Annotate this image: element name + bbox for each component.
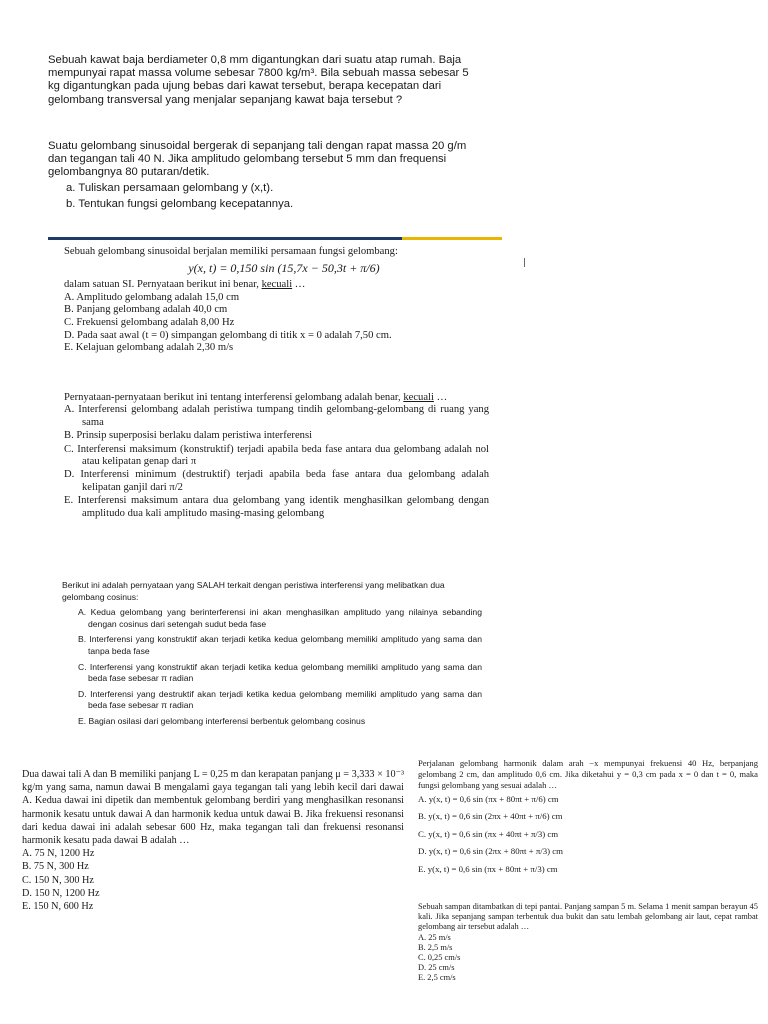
option-e: E. 2,5 cm/s [418,973,456,982]
option-b: B. Prinsip superposisi berlaku dalam peristiwa interferensi [64,430,313,442]
question-line: mempunyai rapat massa volume sebesar 7800 kg/m³. Bila sebuah massa sebesar 5 [48,67,469,80]
scan-mark [524,258,525,267]
question-two-strings [22,768,404,913]
option-d: D. 25 cm/s [418,963,455,972]
option-d: D. 150 N, 1200 Hz [22,887,100,899]
option-c: C. Frekuensi gelombang adalah 8,00 Hz [64,316,235,328]
sub-question-b: b. Tentukan fungsi gelombang kecepatannya. [66,197,294,210]
option-a: A. Amplitudo gelombang adalah 15,0 cm [64,291,240,303]
option-d: D. Pada saat awal (t = 0) simpangan gelombang di titik x = 0 adalah 7,50 cm. [64,329,392,341]
question-stem: dalam satuan SI. Pernyataan berikut ini benar, kecuali … [64,279,306,291]
section-divider [48,237,502,240]
option-a: A. y(x, t) = 0,6 sin (πx + 80πt + π/6) cm [418,794,559,804]
sub-question-a: a. Tuliskan persamaan gelombang y (x,t). [66,181,274,194]
question-line: Sebuah kawat baja berdiameter 0,8 mm digantungkan dari suatu atap rumah. Baja [48,54,462,66]
option-list [22,847,404,913]
option-e: E. y(x, t) = 0,6 sin (πx + 80πt + π/3) cm [418,863,558,874]
question-interference [64,392,489,521]
question-sinusoidal-rope [48,140,498,214]
option-b: B. Interferensi yang konstruktif akan terjadi ketika kedua gelombang memiliki amplitudo yang sama dan tanpa beda fase [78,634,482,656]
question-stem: Pernyataan-pernyataan berikut ini tentang interferensi gelombang adalah benar, kecuali … [64,392,448,403]
question-stem: Perjalanan gelombang harmonik dalam arah −x mempunyai frekuensi 40 Hz, berpanjang gelombang 2 cm, dan amplitudo 0,6 cm. Jika diketahui y = 0,3 cm pada x = 0 dan t = 0, maka fungsi gelombang yang sesuai adalah … [418,758,758,790]
option-e: E. Bagian osilasi dari gelombang interferensi berbentuk gelombang cosinus [78,715,366,726]
option-list [418,933,758,983]
question-stem: Dua dawai tali A dan B memiliki panjang L = 0,25 m dan kerapatan panjang μ = 3,333 × 10⁻³ kg/m yang sama, namun dawai B mengalami gaya tegangan tali yang lebih kecil dari dawai A. Kedua dawai ini dipetik dan membentuk gelombang berdiri yang menghasilkan resonansi harmonik kesatu untuk dawai A dan harmonik kedua untuk dawai B. Jika frekuensi resonansi dari kedua dawai ini adalah sebesar 600 Hz, maka tegangan tali dan frekuensi resonansi harmonik kesatu pada dawai B adalah … [22,769,404,847]
question-stem: Sebuah sampan ditambatkan di tepi pantai. Panjang sampan 5 m. Selama 1 menit sampan berayun 45 kali. Jika sepanjang sampan terbentuk dua bukit dan satu lembah gelombang air laut, cepat rambat gelombang air tersebut adalah … [418,902,758,931]
question-steel-wire [48,54,488,107]
question-line: gelombangnya 80 putaran/detik. [48,166,210,179]
option-list [62,607,482,727]
option-d: D. Interferensi minimum (destruktif) terjadi apabila beda fase antara dua gelombang adalah kelipatan ganjil dari π/2 [64,469,489,493]
option-e: E. 150 N, 600 Hz [22,901,94,913]
option-c: C. Interferensi yang konstruktif akan terjadi ketika kedua gelombang memiliki amplitudo yang sama dan beda fase sebesar π radian [78,661,482,684]
question-line: Suatu gelombang sinusoidal bergerak di sepanjang tali dengan rapat massa 20 g/m [48,140,467,152]
sub-question-list [48,182,498,211]
option-a: A. Kedua gelombang yang berinterferensi ini akan menghasilkan amplitudo yang nilainya sebanding dengan cosinus dari setengah sudut beda fase [78,607,482,629]
option-b: B. 75 N, 300 Hz [22,861,89,873]
option-d: D. y(x, t) = 0,6 sin (2πx + 80πt + π/3) cm [418,846,563,857]
option-b: B. Panjang gelombang adalah 40,0 cm [64,304,228,316]
question-line: kg digantungkan pada ujung bebas dari kawat tersebut, berapa kecepatan dari [48,80,442,93]
option-d: D. Interferensi yang destruktif akan terjadi ketika kedua gelombang memiliki amplitudo yang sama dan beda fase sebesar π radian [78,688,482,711]
option-e: E. Interferensi maksimum antara dua gelombang yang identik menghasilkan gelombang dengan amplitudo dua kali amplitudo masing-masing gelombang [64,495,489,519]
option-c: C. 150 N, 300 Hz [22,874,94,886]
wave-equation: y(x, t) = 0,150 sin (15,7x − 50,3t + π/6) [188,260,380,275]
option-a: A. 25 m/s [418,933,451,942]
question-line: gelombang transversal yang menjalar sepanjang kawat baja tersebut ? [48,93,403,106]
option-a: A. 75 N, 1200 Hz [22,848,95,860]
question-wave-equation [64,246,504,355]
option-a: A. Interferensi gelombang adalah peristiwa tumpang tindih gelombang-gelombang di ruang yang sama [64,404,489,428]
option-c: C. Interferensi maksimum (konstruktif) terjadi apabila beda fase antara dua gelombang adalah nol atau kelipatan genap dari π [64,443,489,468]
option-b: B. y(x, t) = 0,6 sin (2πx + 40πt + π/6) cm [418,811,563,822]
option-c: C. 0,25 cm/s [418,953,461,962]
option-b: B. 2,5 m/s [418,943,453,952]
question-boat-wave [418,902,758,983]
question-intro: Sebuah gelombang sinusoidal berjalan memiliki persamaan fungsi gelombang: [64,246,398,257]
option-c: C. y(x, t) = 0,6 sin (πx + 40πt + π/3) cm [418,828,559,839]
question-line: dan tegangan tali 40 N. Jika amplitudo gelombang tersebut 5 mm dan frequensi [48,153,447,166]
question-cosine-interference [62,580,482,732]
option-e: E. Kelajuan gelombang adalah 2,30 m/s [64,342,234,354]
question-harmonic-wave [418,758,758,878]
question-stem: Berikut ini adalah pernyataan yang SALAH terkait dengan peristiwa interferensi yang melibatkan dua gelombang cosinus: [62,580,445,602]
